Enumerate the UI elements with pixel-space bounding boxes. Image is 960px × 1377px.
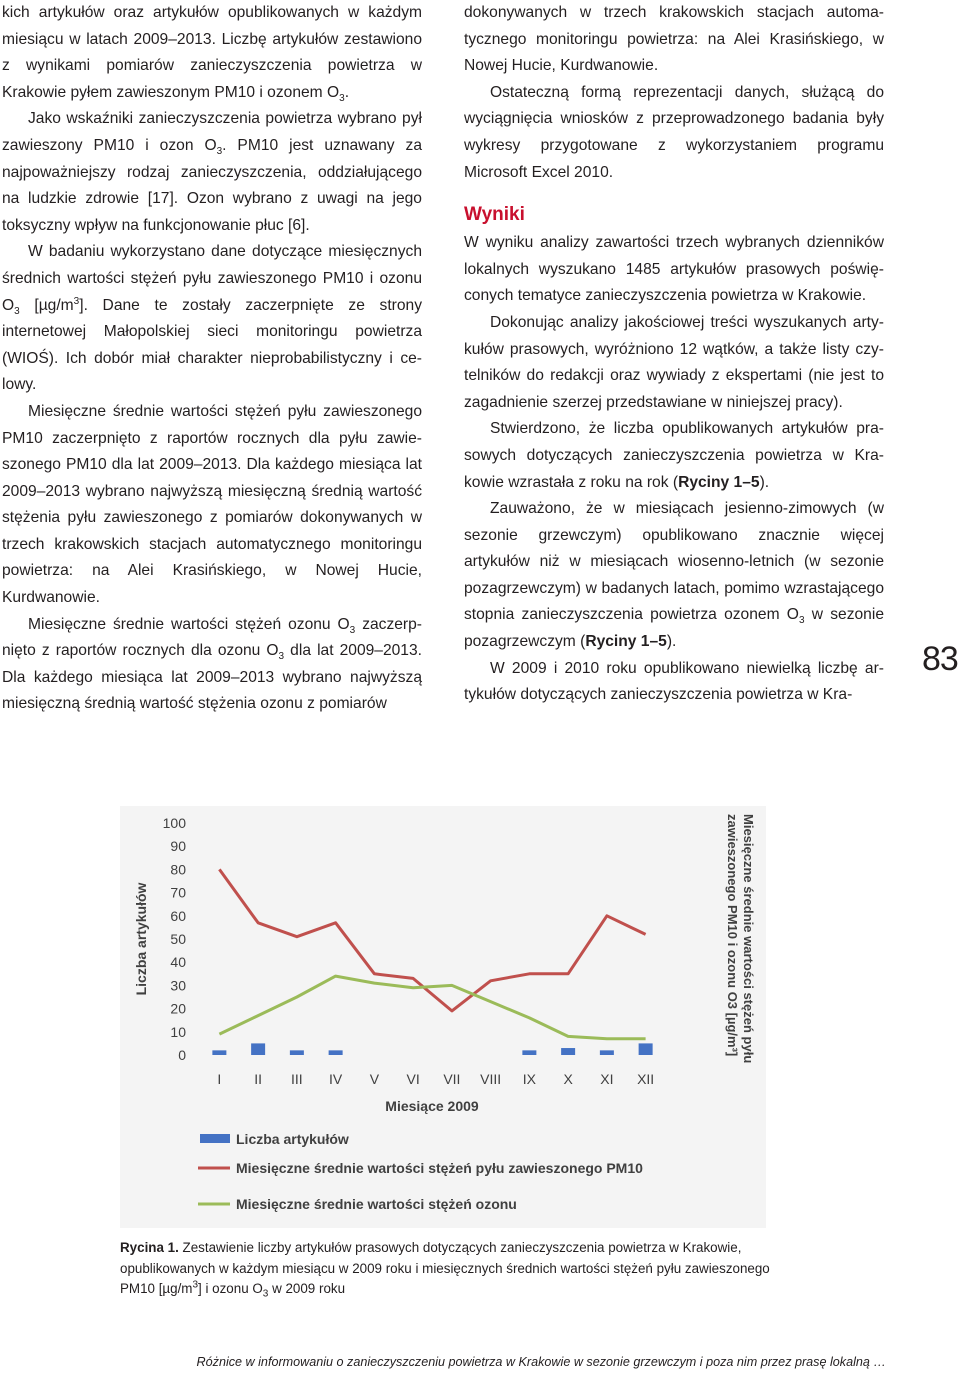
chart [120,806,766,1228]
x-tick-label: X [563,1071,573,1087]
legend-label: Miesięczne średnie wartości stężeń ozonu [236,1196,517,1212]
paragraph: Ostateczną formą reprezentacji danych, służącą do wyciągnięcia wniosków z przeprowadzonego badania były wykresy przygotowane z wykorzystaniem programu Microsoft Excel 2010. [464,83,884,181]
running-footer: Różnice w informowaniu o zanieczyszczeniu powietrza w Krakowie w sezonie grzewczym i poza nim przez prasę lokalną … [196,1355,886,1369]
left-column [2,0,422,718]
paragraph: Dokonując analizy jakościowej treści wyszukanych artykułów prasowych, wyróżniono 12 wątków, a także listy czytelników do redakcji oraz wywiady z ekspertami (nie jest to zagadnienie szerzej przedstawiane w niniejszej pracy). [464,313,884,411]
y-tick-label: 30 [170,977,186,994]
y-tick-label: 10 [170,1023,186,1040]
paragraph: W wyniku analizy zawartości trzech wybranych dzienników lokalnych wyszukano 1485 artykułów prasowych poświęconych tematyce zanieczyszczenia powietrza w Krakowie. [464,234,884,305]
section-heading: Wyniki [464,204,525,226]
bar [561,1048,575,1055]
bar [329,1050,343,1055]
paragraph: Miesięczne średnie wartości stężeń pyłu zawieszonego PM10 zaczerpnięto z raportów rocznych dla pyłu zawieszonego PM10 dla lat 2009–2013. Dla każdego miesiąca lat 2009–2013 wybrano najwyższą miesięczną średnią wartość stężenia pyłu zawieszonego z pomiarów dokonywanych w trzech krakowskich stacjach automatycznego monitoringu powietrza: na Alei Krasińskiego, w Nowej Hucie, Kurdwanowie. [2,402,422,607]
y-tick-label: 100 [162,815,186,831]
bar [639,1043,653,1055]
legend-swatch [200,1134,230,1143]
x-tick-label: V [369,1071,380,1087]
bar [290,1050,304,1055]
series-line [219,976,645,1039]
y-tick-label: 60 [170,907,186,924]
legend-label: Liczba artykułów [236,1131,349,1147]
paragraph: Miesięczne średnie wartości stężeń ozonu $O_3$ zaczerpnięto z raportów rocznych dla ozonu $O_3$ dla lat 2009–2013. Dla każdego miesiąca lat 2009–2013 wybrano najwyższą miesięczną średnią wartość stężenia ozonu z pomiarów [2,615,422,713]
y-tick-label: 70 [170,884,186,901]
x-tick-label: III [291,1071,303,1087]
series-line [219,869,645,1011]
y-tick-label: 80 [170,861,186,878]
x-tick-label: I [217,1071,222,1087]
x-tick-label: XI [600,1071,614,1087]
x-axis-title: Miesiące 2009 [385,1098,479,1114]
paragraph: W 2009 i 2010 roku opublikowano niewielką liczbę artykułów dotyczących zanieczyszczenia powietrza w Kra- [464,659,884,704]
paragraph: dokonywanych w trzech krakowskich stacjach automatycznego monitoringu powietrza: na Alei Krasińskiego, w Nowej Hucie, Kurdwanowie. [464,4,884,75]
y-tick-label: 50 [170,931,186,947]
x-tick-label: IV [329,1071,343,1087]
bar [522,1050,536,1055]
figure-caption: Rycina 1. Zestawienie liczby artykułów prasowych dotyczących zanieczyszczenia powietrza w Krakowie, opublikowanych w każdym miesiącu w 2009 roku i miesięcznych średnich wartości stężeń pyłu zawieszonego PM10 $[\mu g/m^3]$ i ozonu $O_3$ w 2009 roku [120,1240,770,1300]
paragraph: kich artykułów oraz artykułów opublikowanych w każdym miesiącu w latach 2009–2013. Liczbę artykułów zestawiono z wynikami pomiarów zanieczyszczenia powietrza w Krakowie pyłem zawieszonym PM10 i ozonem $O_3$. [2,4,422,104]
y-tick-label: 90 [170,838,186,855]
y-tick-label: 0 [178,1047,186,1063]
bar [600,1050,614,1055]
legend-label: Miesięczne średnie wartości stężeń pyłu zawieszonego PM10 [236,1160,643,1176]
y2-axis-title: zawieszonego PM10 i ozonu O3 [µg/m³] [725,814,740,1057]
y2-axis-title: Miesięczne średnie wartości stężeń pyłu [741,814,756,1064]
page-number: 83 [922,640,958,678]
x-tick-label: II [254,1071,263,1087]
y-axis-title: Liczba artykułów [133,882,149,996]
y-tick-label: 20 [170,1000,186,1017]
x-tick-label: VI [406,1071,420,1087]
x-tick-label: XII [637,1071,655,1087]
right-column [464,0,884,709]
caption-label: Rycina 1. [120,1240,179,1255]
y-tick-label: 40 [170,954,186,971]
figure [120,806,766,1228]
x-tick-label: VII [443,1071,461,1087]
x-tick-label: VIII [480,1071,502,1087]
x-tick-label: IX [522,1071,536,1087]
bar [212,1050,226,1055]
paragraph: Stwierdzono, że liczba opublikowanych artykułów prasowych dotyczących zanieczyszczenia powietrza w Krakowie wzrastała z roku na rok (Ryciny 1–5). [464,420,884,491]
paragraph: Zauważono, że w miesiącach jesienno-zimowych (w sezonie grzewczym) opublikowano znacznie więcej artykułów niż w miesiącach wiosenno-letnich (w sezonie pozagrzewczym) w badanych latach, pomimo wzrastającego stopnia zanieczyszczenia powietrza ozonem $O_3$ w sezonie pozagrzewczym (Ryciny 1–5). [464,500,884,651]
paragraph: W badaniu wykorzystano dane dotyczące miesięcznych średnich wartości stężeń pyłu zawieszonego PM10 i ozonu $O_3$ $[\mu g/m^3]$. Dane te zostały zaczerpnięte ze strony internetowej Małopolskiej sieci monitoringu powietrza (WIOŚ). Ich dobór miał charakter nieprobabilistyczny i celowy. [2,243,422,394]
bar [251,1043,265,1055]
paragraph: Jako wskaźniki zanieczyszczenia powietrza wybrano pył zawieszony PM10 i ozon $O_3$. PM10 jest uznawany za najpoważniejszy rodzaj zanieczyszczenia, oddziałującego na ludzkie zdrowie [17]. Ozon wybrano z uwagi na jego toksyczny wpływ na funkcjonowanie płuc [6]. [2,110,422,234]
